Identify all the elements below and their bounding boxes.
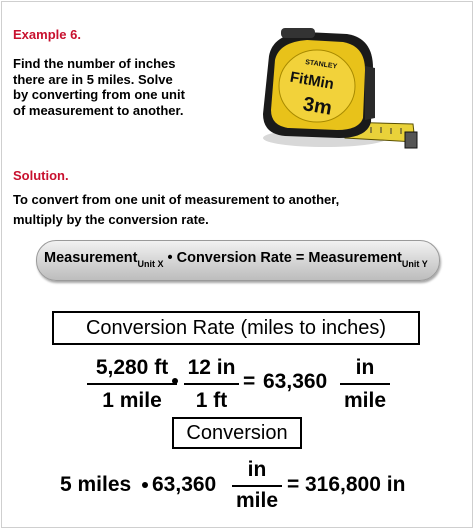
conversion-box: Conversion bbox=[172, 417, 302, 449]
problem-text bbox=[13, 56, 185, 118]
solution-line: multiply by the conversion rate. bbox=[13, 212, 209, 227]
frac2-bar bbox=[184, 383, 239, 385]
rate-result-denominator: mile bbox=[343, 389, 387, 412]
rate-result-value: 63,360 bbox=[263, 370, 328, 393]
frac1-numerator: 5,280 ft bbox=[95, 356, 169, 379]
brand-label: STANLEY bbox=[304, 59, 338, 71]
final-frac-numerator: in bbox=[247, 458, 267, 481]
size-label: 3m bbox=[301, 93, 334, 120]
final-rate-value: 63,360 bbox=[152, 473, 217, 496]
rate-result-numerator: in bbox=[355, 356, 375, 379]
final-multiply-dot bbox=[142, 482, 148, 488]
final-start: 5 miles bbox=[60, 473, 132, 496]
frac1-bar bbox=[87, 383, 177, 385]
formula-equals: = bbox=[295, 250, 305, 266]
final-frac-bar bbox=[232, 485, 282, 487]
frac1-denominator: 1 mile bbox=[102, 389, 162, 412]
model-label: FitMin bbox=[288, 68, 336, 94]
problem-line: there are in 5 miles. Solve bbox=[13, 71, 173, 87]
conversion-rate-box: Conversion Rate (miles to inches) bbox=[52, 311, 420, 345]
multiply-dot bbox=[172, 378, 178, 384]
solution-line: To convert from one unit of measurement to another, bbox=[13, 192, 340, 207]
rate-result-bar bbox=[340, 383, 390, 385]
formula-measurement-2: Measurement bbox=[308, 250, 402, 266]
problem-line: of measurement to another. bbox=[13, 102, 184, 118]
general-formula bbox=[44, 250, 428, 269]
problem-line: Find the number of inches bbox=[13, 56, 176, 71]
rate-equals: = bbox=[243, 370, 256, 393]
solution-heading: Solution. bbox=[13, 168, 69, 183]
formula-sub-1: Unit X bbox=[137, 259, 164, 269]
final-frac-denominator: mile bbox=[235, 489, 279, 512]
formula-dot: • bbox=[167, 250, 173, 266]
formula-sub-2: Unit Y bbox=[401, 259, 428, 269]
tape-measure-image bbox=[255, 26, 430, 156]
final-result: 316,800 in bbox=[305, 473, 406, 496]
frac2-denominator: 1 ft bbox=[195, 389, 228, 412]
example-heading: Example 6. bbox=[13, 27, 81, 42]
formula-measurement-1: Measurement bbox=[44, 250, 138, 266]
formula-conversion-rate: Conversion Rate bbox=[176, 250, 292, 266]
final-equals: = bbox=[287, 473, 300, 496]
problem-line: by converting from one unit bbox=[13, 87, 185, 102]
solution-text bbox=[13, 190, 339, 230]
frac2-numerator: 12 in bbox=[187, 356, 236, 379]
